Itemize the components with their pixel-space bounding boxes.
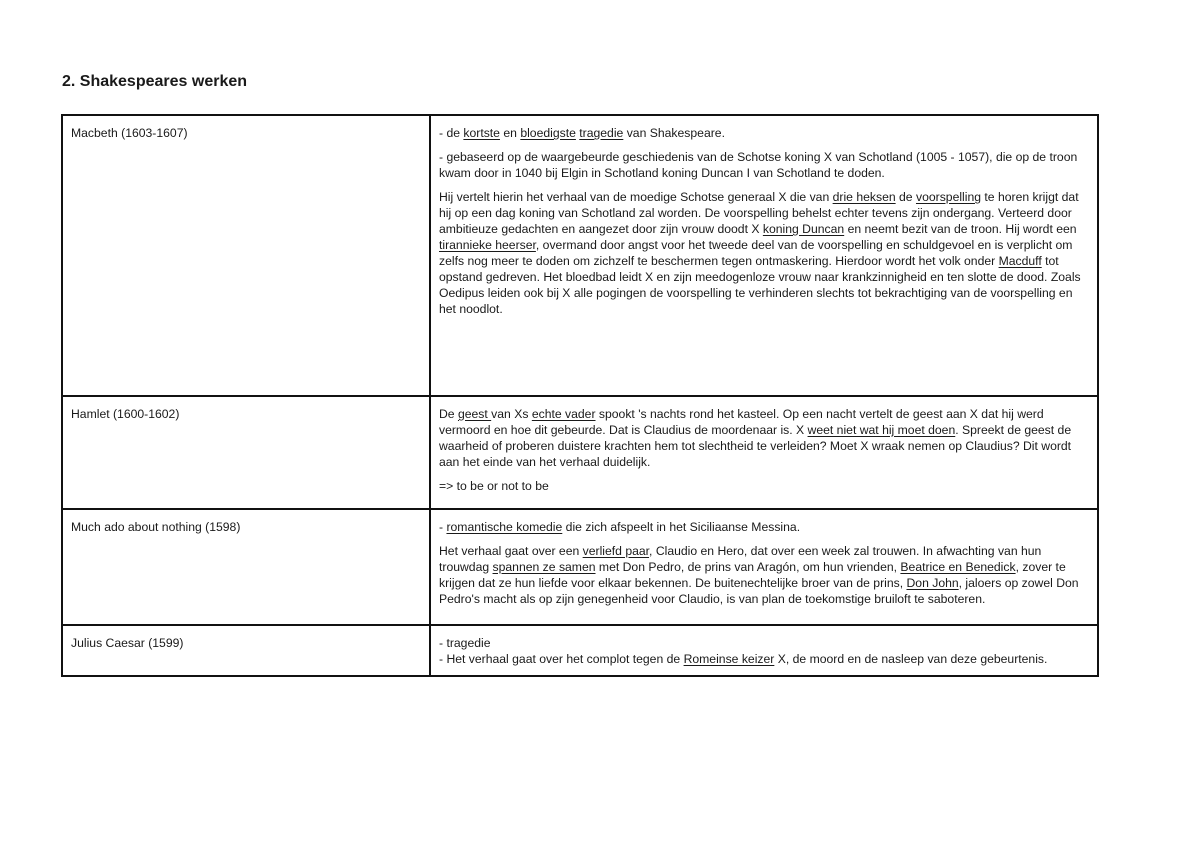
work-description-cell (430, 625, 1098, 676)
underlined-term: Romeinse keizer (683, 652, 775, 666)
table-row (62, 396, 1098, 509)
description-paragraph (439, 635, 1089, 667)
description-paragraph (439, 125, 1089, 141)
text-run: Het verhaal gaat over een (439, 544, 583, 558)
text-run: tot opstand gedreven. Het bloedbad leidt X en zijn meedogenloze vrouw naar krankzinnigheid en ten slotte de dood. Zoals Oedipus leiden ook bij X alle pogingen de voorspelling te verhinderen slechts tot bekrachtiging van de voorspelling en het noodlot. (439, 254, 1081, 316)
underlined-term: Macduff (998, 254, 1042, 268)
text-run: de (895, 190, 916, 204)
description-paragraph (439, 543, 1089, 607)
underlined-term: spannen ze samen (492, 560, 596, 574)
underlined-term: echte vader (531, 407, 596, 421)
text-run: met Don Pedro, de prins van Aragón, om hun vrienden, (595, 560, 901, 574)
description-paragraph (439, 406, 1089, 470)
text-run: - de (439, 126, 464, 140)
works-table (61, 114, 1099, 677)
text-run: en neemt bezit van de troon. Hij wordt een (844, 222, 1077, 236)
work-title-cell: Macbeth (1603-1607) (62, 115, 430, 396)
work-description-cell (430, 396, 1098, 509)
text-run: , zover te krijgen dat ze hun liefde voor elkaar bekennen. De buitenechtelijke broer van de prins, (439, 560, 1066, 590)
underlined-term: bloedigste (520, 126, 576, 140)
text-run: - Het verhaal gaat over het complot tegen de (439, 652, 684, 666)
text-run: van Shakespeare. (623, 126, 725, 140)
text-run: , jaloers op zowel Don Pedro's macht als op zijn genegenheid voor Claudio, is van plan de toekomstige bruiloft te saboteren. (439, 576, 1079, 606)
description-paragraph (439, 189, 1089, 317)
text-run: , Claudio en Hero, dat over een week zal trouwen. In afwachting van hun trouwdag (439, 544, 1042, 574)
underlined-term: geest (457, 407, 492, 421)
work-description-cell (430, 509, 1098, 625)
underlined-term: voorspelling (915, 190, 982, 204)
work-title-cell: Julius Caesar (1599) (62, 625, 430, 676)
underlined-term: Beatrice en Benedick (900, 560, 1016, 574)
text-run: , overmand door angst voor het tweede deel van de voorspelling en schuldgevoel en is verplicht om zelfs nog meer te doden om zichzelf te beschermen tegen ontmaskering. Hierdoor wordt het volk onder (439, 238, 1073, 268)
text-run: die zich afspeelt in het Siciliaanse Messina. (562, 520, 801, 534)
text-run: Hij vertelt hierin het verhaal van de moedige Schotse generaal X die van (439, 190, 833, 204)
text-run: - (439, 520, 447, 534)
underlined-term: drie heksen (832, 190, 896, 204)
table-row (62, 509, 1098, 625)
text-run: te horen krijgt dat hij op een dag koning van Schotland zal worden. De voorspelling behelst echter tevens zijn ondergang. Verteerd door ambitieuze gedachten en aangezet door zijn vrouw doodt X (439, 190, 1079, 236)
text-run: X, de moord en de nasleep van deze gebeurtenis. (774, 652, 1048, 666)
description-paragraph (439, 519, 1089, 535)
description-paragraph (439, 149, 1089, 181)
text-run: - gebaseerd op de waargebeurde geschiedenis van de Schotse koning X van Schotland (1005 - 1057), die op de troon kwam door in 1040 bij Elgin in Schotland koning Duncan I van Schotland te doden. (439, 150, 1078, 180)
text-run: . Spreekt de geest de waarheid of proberen duistere krachten hem tot slechtheid te verleiden? Moet X wraak nemen op Claudius? Dit wordt aan het einde van het verhaal duidelijk. (439, 423, 1072, 469)
text-run: en (499, 126, 521, 140)
underlined-term: weet niet wat hij moet doen (807, 423, 956, 437)
description-paragraph (439, 478, 1089, 494)
work-description-cell (430, 115, 1098, 396)
underlined-term: verliefd paar (582, 544, 650, 558)
text-run: van Xs (491, 407, 532, 421)
underlined-term: koning Duncan (762, 222, 845, 236)
text-run: - tragedie (439, 636, 491, 650)
work-title-cell: Much ado about nothing (1598) (62, 509, 430, 625)
underlined-term: tirannieke heerser (439, 238, 536, 252)
text-run: De (439, 407, 458, 421)
underlined-term: romantische komedie (446, 520, 563, 534)
table-row (62, 115, 1098, 396)
underlined-term: Don John (906, 576, 959, 590)
table-row (62, 625, 1098, 676)
text-run: spookt 's nachts rond het kasteel. Op een nacht vertelt de geest aan X dat hij werd vermoord en hoe dit gebeurde. Dat is Claudius de moordenaar is. X (439, 407, 1044, 437)
underlined-term: tragedie (579, 126, 624, 140)
underlined-term: kortste (463, 126, 500, 140)
text-run: => to be or not to be (439, 479, 549, 493)
section-heading: 2. Shakespeares werken (62, 73, 248, 90)
work-title-cell: Hamlet (1600-1602) (62, 396, 430, 509)
